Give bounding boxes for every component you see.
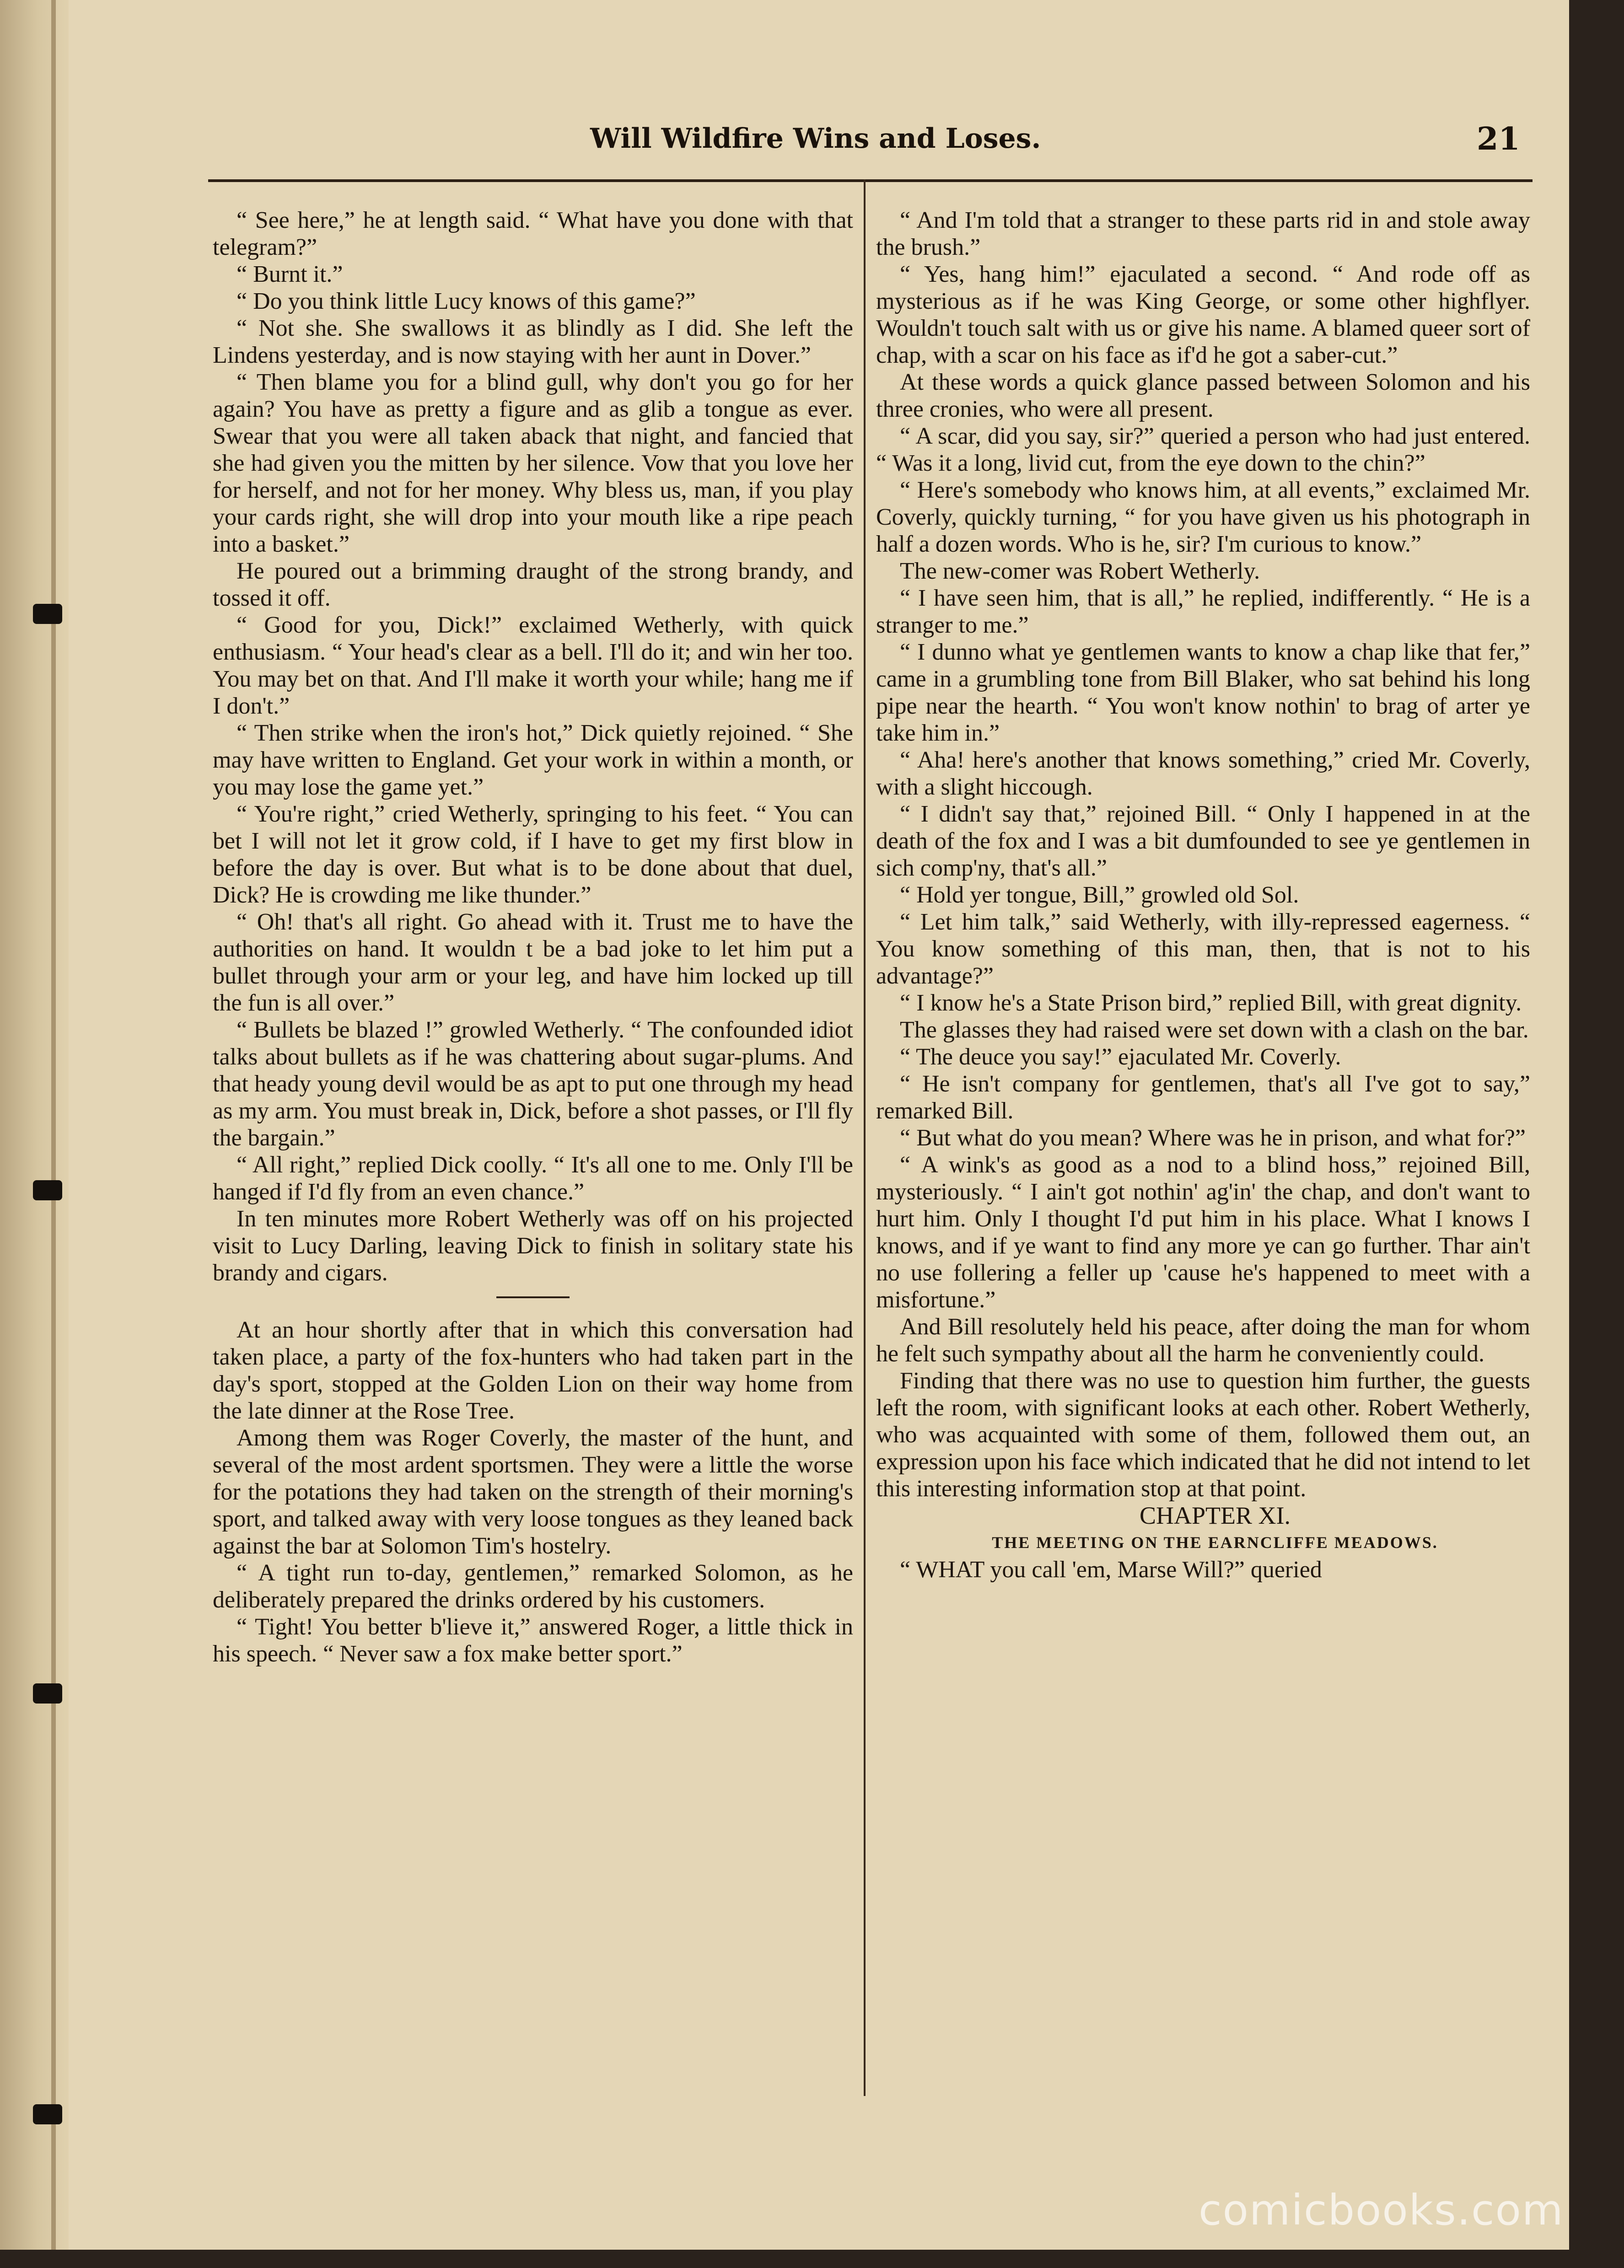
paragraph: “ Then blame you for a blind gull, why don't you go for her again? You have as pretty a figure and as glib a tongue as ever. Swear that you were all taken aback that night, and fancied that she had given you the mitten by her silence. Vow that you love her for herself, and not for her money. Why bless us, man, if you play your cards right, she will drop into your mouth like a ripe peach into a basket.”	[213, 369, 853, 557]
paragraph: “ A wink's as good as a nod to a blind hoss,” rejoined Bill, mysteriously. “ I ain't got nothin' ag'in' the chap, and don't want to hurt him. Only I thought I'd put him in his place. What I knows I knows, and if ye want to find any more ye can go further. Thar ain't no use follering a feller up 'cause he's happened to meet with a misfortune.”	[876, 1152, 1530, 1313]
paragraph: The glasses they had raised were set down with a clash on the bar.	[900, 1017, 1529, 1043]
paragraph: In ten minutes more Robert Wetherly was off on his projected visit to Lucy Darling, leaving Dick to finish in solitary state his brandy and cigars.	[213, 1206, 853, 1286]
paragraph: Finding that there was no use to question him further, the guests left the room, with significant looks at each other. Robert Wetherly, who was acquainted with some of them, followed them out, an expression upon his face which indicated that he did not intend to let this interesting information stop at that point.	[876, 1368, 1530, 1502]
paragraph: And Bill resolutely held his peace, after doing the man for whom he felt such sympathy about all the harm he conveniently could.	[876, 1314, 1530, 1367]
scan-background-bottom	[0, 2250, 1624, 2268]
right-text-column	[876, 207, 1530, 1583]
paragraph: “ A tight run to-day, gentlemen,” remarked Solomon, as he deliberately prepared the drinks ordered by his customers.	[213, 1560, 853, 1613]
paragraph: At these words a quick glance passed between Solomon and his three cronies, who were all present.	[876, 369, 1530, 422]
paragraph: “ Good for you, Dick!” exclaimed Wetherly, with quick enthusiasm. “ Your head's clear as a bell. I'll do it; and win her too. You may bet on that. And I'll make it worth your while; hang me if I don't.”	[213, 612, 853, 719]
paragraph: “ I know he's a State Prison bird,” replied Bill, with great dignity.	[900, 990, 1522, 1016]
paragraph: He poured out a brimming draught of the strong brandy, and tossed it off.	[213, 558, 853, 611]
paragraph: “ Not she. She swallows it as blindly as I did. She left the Lindens yesterday, and is now staying with her aunt in Dover.”	[213, 315, 853, 368]
paragraph: “ Do you think little Lucy knows of this game?”	[237, 288, 696, 314]
paragraph: “ You're right,” cried Wetherly, springing to his feet. “ You can bet I will not let it grow cold, if I have to get my first blow in before the day is over. But what is to be done about that duel, Dick? He is crowding me like thunder.”	[213, 801, 853, 908]
paragraph: “ And I'm told that a stranger to these parts rid in and stole away the brush.”	[876, 207, 1530, 260]
paragraph: “ Here's somebody who knows him, at all events,” exclaimed Mr. Coverly, quickly turning, “ for you have given us his photograph in half a dozen words. Who is he, sir? I'm curious to know.”	[876, 477, 1530, 557]
paragraph: “ See here,” he at length said. “ What have you done with that telegram?”	[213, 207, 853, 260]
paragraph: “ Bullets be blazed !” growled Wetherly. “ The confounded idiot talks about bullets as if he was chattering about sugar-plums. And that heady young devil would be as apt to put one through my head as my arm. You must break in, Dick, before a shot passes, or I'll fly the bargain.”	[213, 1017, 853, 1151]
chapter-first-line: “ WHAT you call 'em, Marse Will?” queried	[900, 1557, 1322, 1583]
paragraph: “ The deuce you say!” ejaculated Mr. Coverly.	[900, 1044, 1341, 1070]
binding-staple	[33, 1180, 62, 1200]
header-rule	[208, 179, 1533, 182]
chapter-heading: CHAPTER XI.	[1139, 1502, 1291, 1529]
paragraph: “ I have seen him, that is all,” he replied, indifferently. “ He is a stranger to me.”	[876, 585, 1530, 638]
binding-fold-line	[51, 0, 56, 2268]
paragraph: “ Oh! that's all right. Go ahead with it. Trust me to have the authorities on hand. It wouldn t be a bad joke to let him put a bullet through your arm or your leg, and have him locked up till the fun is all over.”	[213, 909, 853, 1016]
watermark-logo: comicbooks.com	[1199, 2186, 1564, 2235]
paragraph: “ Let him talk,” said Wetherly, with illy-repressed eagerness. “ You know something of this man, then, that is not to his advantage?”	[876, 909, 1530, 989]
paragraph: “ I dunno what ye gentlemen wants to know a chap like that fer,” came in a grumbling tone from Bill Blaker, who sat behind his long pipe near the hearth. “ You won't know nothin' to brag of arter ye take him in.”	[876, 639, 1530, 746]
binding-staple	[33, 2104, 62, 2124]
binding-staple	[33, 1683, 62, 1704]
paragraph: “ All right,” replied Dick coolly. “ It's all one to me. Only I'll be hanged if I'd fly from an even chance.”	[213, 1152, 853, 1205]
column-divider	[864, 179, 866, 2096]
chapter-subtitle: THE MEETING ON THE EARNCLIFFE MEADOWS.	[992, 1533, 1438, 1552]
paragraph: “ But what do you mean? Where was he in prison, and what for?”	[900, 1125, 1526, 1151]
section-break-rule	[496, 1296, 570, 1298]
paragraph: “ He isn't company for gentlemen, that's all I've got to say,” remarked Bill.	[876, 1071, 1530, 1124]
paragraph: The new-comer was Robert Wetherly.	[900, 558, 1260, 584]
binding-staple	[33, 604, 62, 624]
running-title: Will Wildfire Wins and Loses.	[590, 123, 1041, 155]
page-number: 21	[1477, 121, 1520, 157]
paragraph: “ A scar, did you say, sir?” queried a person who had just entered. “ Was it a long, livid cut, from the eye down to the chin?”	[876, 423, 1530, 476]
scan-background-right	[1569, 0, 1624, 2268]
paragraph: Among them was Roger Coverly, the master of the hunt, and several of the most ardent sportsmen. They were a little the worse for the potations they had taken on the strength of their morning's sport, and talked away with very loose tongues as they leaned back against the bar at Solomon Tim's hostelry.	[213, 1425, 853, 1559]
paragraph: “ Burnt it.”	[237, 261, 343, 287]
paragraph: “ Tight! You better b'lieve it,” answered Roger, a little thick in his speech. “ Never saw a fox make better sport.”	[213, 1614, 853, 1667]
paragraph: “ I didn't say that,” rejoined Bill. “ Only I happened in at the death of the fox and I was a bit dumfounded to see ye gentlemen in sich comp'ny, that's all.”	[876, 801, 1530, 881]
paragraph: “ Then strike when the iron's hot,” Dick quietly rejoined. “ She may have written to England. Get your work in within a month, or you may lose the game yet.”	[213, 720, 853, 800]
left-text-column	[213, 207, 853, 1667]
paragraph: “ Yes, hang him!” ejaculated a second. “ And rode off as mysterious as if he was King George, or some other highflyer. Wouldn't touch salt with us or give his name. A blamed queer sort of chap, with a scar on his face as if'd he got a saber-cut.”	[876, 261, 1530, 368]
paragraph: At an hour shortly after that in which this conversation had taken place, a party of the fox-hunters who had taken part in the day's sport, stopped at the Golden Lion on their way home from the late dinner at the Rose Tree.	[213, 1317, 853, 1424]
binding-spine	[0, 0, 69, 2268]
paragraph: “ Aha! here's another that knows something,” cried Mr. Coverly, with a slight hiccough.	[876, 747, 1530, 800]
paragraph: “ Hold yer tongue, Bill,” growled old Sol.	[900, 882, 1299, 908]
